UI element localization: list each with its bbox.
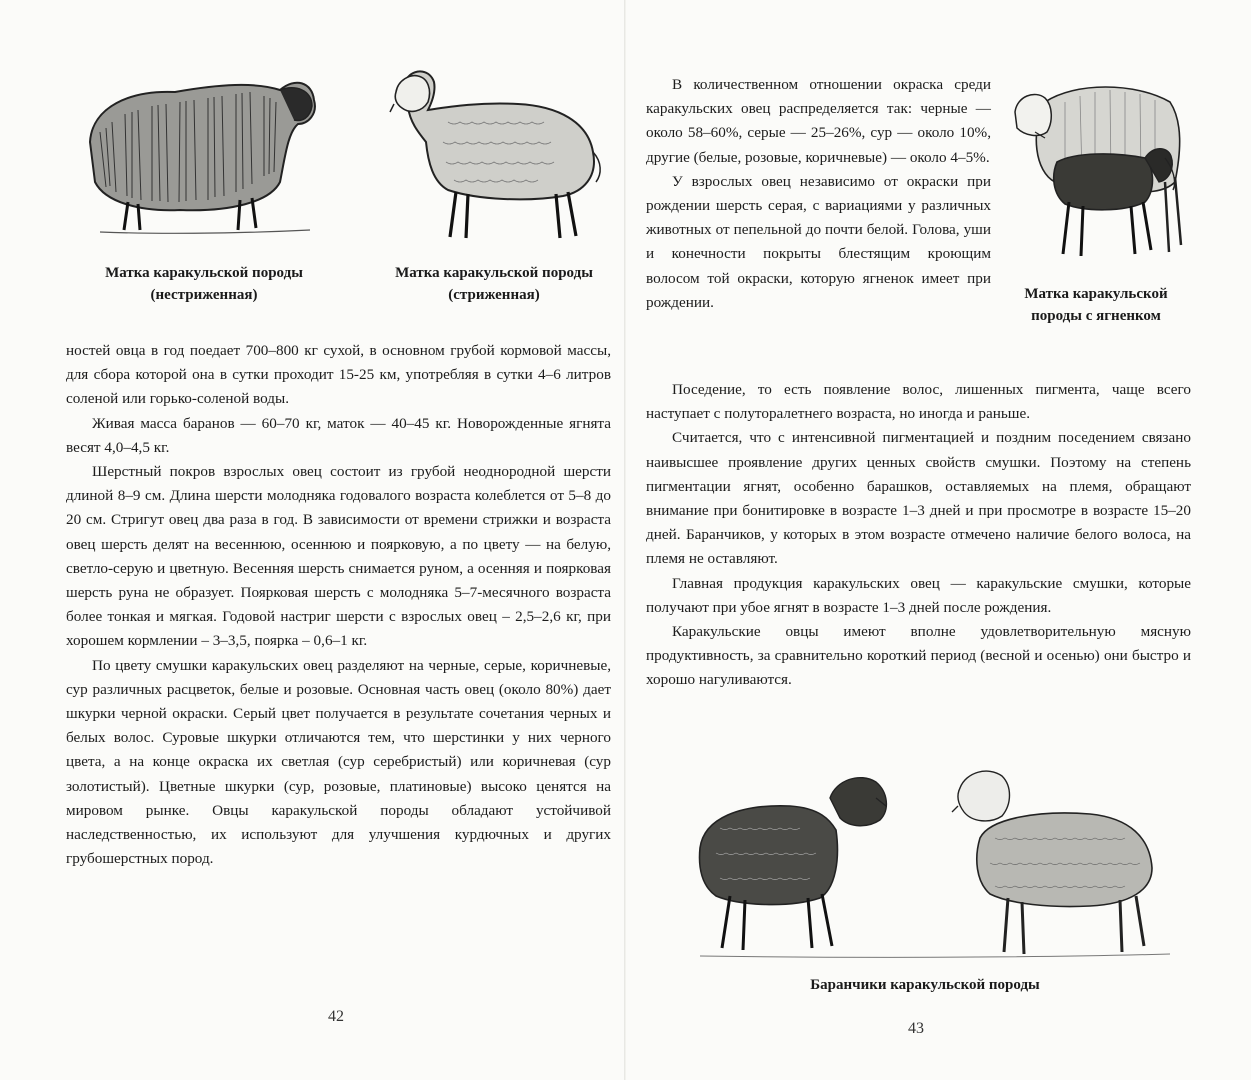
page-gutter: [624, 0, 626, 1080]
caption-unshorn-ewe: [74, 262, 334, 306]
caption-line: Матка каракульской: [1024, 286, 1168, 302]
paragraph: По цвету смушки каракульских овец разделяют на черные, серые, коричневые, сур различных расцветок, белые и розовые. Основная часть овец (около 80%) дает шкурки черной окраски. Серый цвет получается в результате сочетания черных и белых волос. Суровые шкурки отличаются тем, что шерстинки у них черного цвета, а на конце окраска их светлая (сур серебристый) или коричневая (сур золотистый). Цветные шкурки (сур, розовые, платиновые) высоко ценятся на мировом рынке. Овцы каракульской породы обладают устойчивой наследственностью, их используют для улучшения курдючных и других грубошерстных пород.: [66, 656, 611, 868]
caption-line: (стриженная): [448, 287, 540, 303]
paragraph: Поседение, то есть появление волос, лишенных пигмента, чаще всего наступает с полуторалетнего возраста, но иногда и раньше.: [646, 381, 1191, 423]
paragraph: Главная продукция каракульских овец — каракульские смушки, которые получают при убое ягнят в возрасте 1–3 дней после рождения.: [646, 574, 1191, 616]
caption-line: Матка каракульской породы: [105, 265, 303, 281]
caption-ram-lambs: Баранчики каракульской породы: [810, 977, 1040, 993]
page-number-left: 42: [328, 1008, 344, 1025]
paragraph: Считается, что с интенсивной пигментацией и поздним поседением связано наивысшее проявление других ценных свойств смушки. Поэтому на степень пигментации ягнят, особенно барашков, оставляемых на племя, обращают внимание при бонитировке в возрасте 1–3 дней и при просмотре в возрасте 15–20 дней. Баранчиков, у которых в этом возрасте отмечено наличие белого волоса, на племя не оставляют.: [646, 429, 1191, 568]
left-page-body: [66, 339, 611, 871]
paragraph: Шерстный покров взрослых овец состоит из грубой неоднородной шерсти длиной 8–9 см. Длина шерсти молодняка годовалого возраста колеблется от 5–8 до 20 см. Стригут овец два раза в год. В зависимости от времени стрижки и возраста овец шерсть делят на весеннюю, осеннюю и поярковую, а по цвету — на белую, светло-серую и цветную. Весенняя шерсть снимается руном, а осенняя и поярковая шерсть руна не образует. Поярковая шерсть с молодняка 5–7-месячного возраста более тонкая и мягкая. Годовой настриг шерсти с взрослых овец – 2,5–2,6 кг, при хорошем кормлении – 3–3,5, поярка – 0,6–1 кг.: [66, 463, 611, 650]
right-page-body-top: [646, 73, 991, 315]
caption-line: Матка каракульской породы: [395, 265, 593, 281]
caption-line: (нестриженная): [150, 287, 258, 303]
paragraph: Каракульские овцы имеют вполне удовлетворительную мясную продуктивность, за сравнительно короткий период (весной и осенью) они быстро и хорошо нагуливаются.: [646, 623, 1191, 689]
caption-ewe-with-lamb: [1004, 283, 1188, 327]
ewe-with-lamb-illustration: [1005, 72, 1185, 272]
paragraph: Живая масса баранов — 60–70 кг, маток — 40–45 кг. Новорожденные ягнята весят 4,0–4,5 кг.: [66, 414, 611, 456]
right-page-body-bottom: [646, 378, 1191, 693]
caption-shorn-ewe: [360, 262, 628, 306]
unshorn-ewe-illustration: [80, 62, 320, 242]
ram-lambs-illustration: [690, 758, 1190, 963]
caption-line: породы с ягненком: [1031, 308, 1161, 324]
shorn-ewe-illustration: [388, 62, 608, 247]
paragraph: В количественном отношении окраска среди каракульских овец распределяется так: черные — около 58–60%, серые — 25–26%, сур — около 10%, другие (белые, розовые, коричневые) — около 4–5%.: [646, 76, 991, 166]
paragraph: ностей овца в год поедает 700–800 кг сухой, в основном грубой кормовой массы, для сбора которой она в сутки проходит 15-25 км, употребляя в сутки 4–6 литров соленой или горько-соленой воды.: [66, 342, 611, 408]
page-number-right: 43: [908, 1020, 924, 1037]
paragraph: У взрослых овец независимо от окраски при рождении шерсть серая, с вариациями у различных животных от пепельной до почти белой. Голова, уши и конечности покрыты блестящим кроющим волосом той окраски, которую ягненок имеет при рождении.: [646, 172, 991, 311]
